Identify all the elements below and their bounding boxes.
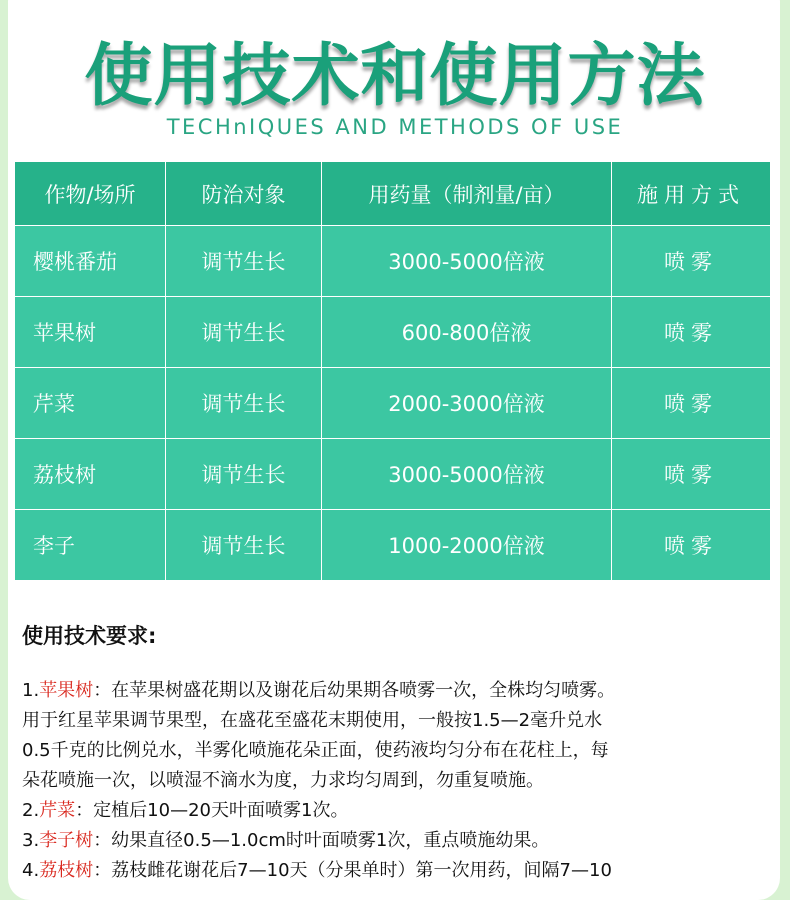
header-dosage: 用药量（制剂量/亩） [322, 162, 612, 226]
header-target: 防治对象 [166, 162, 322, 226]
item-text: ：在苹果树盛花期以及谢花后幼果期各喷雾一次，全株均匀喷雾。 [93, 680, 616, 701]
item-number: 4. [22, 860, 40, 881]
item-text: ：荔枝雌花谢花后7—10天（分果单时）第一次用药，间隔7—10 [93, 860, 612, 881]
requirement-item-plum [22, 826, 782, 856]
item-number: 2. [22, 800, 40, 821]
requirements-title: 使用技术要求: [22, 624, 157, 648]
cell-target: 调节生长 [166, 368, 322, 439]
cell-target: 调节生长 [166, 510, 322, 581]
cell-dosage: 600-800倍液 [322, 297, 612, 368]
cell-crop: 樱桃番茄 [15, 226, 166, 297]
cell-crop: 李子 [15, 510, 166, 581]
page-title: 使用技术和使用方法 [84, 37, 706, 116]
crop-name: 苹果树 [39, 680, 94, 701]
cell-target: 调节生长 [166, 439, 322, 510]
crop-name: 芹菜 [39, 800, 76, 821]
item-text: 用于红星苹果调节果型，在盛花至盛花末期使用，一般按1.5—2毫升兑水 [22, 710, 603, 731]
cell-crop: 芹菜 [15, 368, 166, 439]
cell-dosage: 1000-2000倍液 [322, 510, 612, 581]
cell-target: 调节生长 [166, 297, 322, 368]
table-header-row [15, 162, 771, 226]
requirement-item-celery [22, 796, 782, 826]
usage-table [14, 161, 771, 581]
requirement-item-apple [22, 676, 782, 796]
crop-name: 李子树 [39, 830, 94, 851]
cell-method: 喷雾 [612, 368, 771, 439]
table-row [15, 439, 771, 510]
item-text: ：幼果直径0.5—1.0cm时叶面喷雾1次，重点喷施幼果。 [93, 830, 550, 851]
cell-dosage: 3000-5000倍液 [322, 226, 612, 297]
page-subtitle: TECHnIQUES AND METHODS OF USE [166, 115, 624, 139]
cell-dosage: 3000-5000倍液 [322, 439, 612, 510]
table-row [15, 368, 771, 439]
item-number: 3. [22, 830, 40, 851]
crop-name: 荔枝树 [39, 860, 94, 881]
cell-method: 喷雾 [612, 510, 771, 581]
item-number: 1. [22, 680, 40, 701]
cell-dosage: 2000-3000倍液 [322, 368, 612, 439]
cell-crop: 苹果树 [15, 297, 166, 368]
header-crop: 作物/场所 [15, 162, 166, 226]
cell-method: 喷雾 [612, 439, 771, 510]
item-text: ：定植后10—20天叶面喷雾1次。 [75, 800, 349, 821]
requirement-item-lychee [22, 856, 782, 886]
cell-method: 喷雾 [612, 297, 771, 368]
table-row [15, 297, 771, 368]
table-row [15, 510, 771, 581]
table-row [15, 226, 771, 297]
cell-crop: 荔枝树 [15, 439, 166, 510]
item-text: 0.5千克的比例兑水，半雾化喷施花朵正面，使药液均匀分布在花柱上，每 [22, 740, 609, 761]
cell-method: 喷雾 [612, 226, 771, 297]
header-method: 施用方式 [612, 162, 771, 226]
item-text: 朵花喷施一次，以喷湿不滴水为度，力求均匀周到，勿重复喷施。 [22, 770, 544, 791]
cell-target: 调节生长 [166, 226, 322, 297]
